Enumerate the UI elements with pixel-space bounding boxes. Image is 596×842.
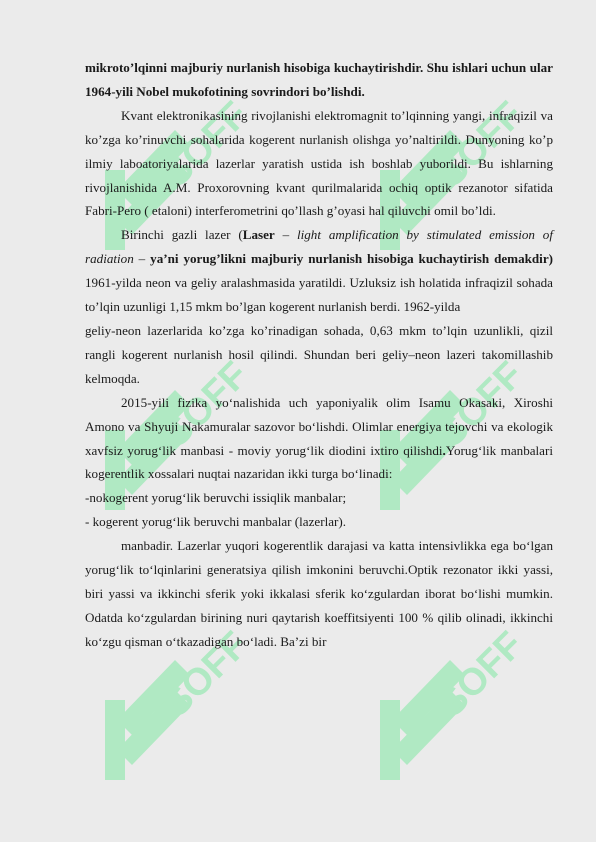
dash: –: [274, 227, 297, 243]
laser-acronym-expansion: light amplification by stimulated emission of radiation: [85, 227, 553, 267]
paragraph-3-lead: Birinchi gazli lazer (: [121, 227, 243, 243]
watermark-text: SOFF: [155, 93, 245, 196]
paragraph-1-bold: mikroto’lqinni majburiy nurlanish hisobiga kuchaytirishdir. Shu ishlari uchun ular 1964-yili Nobel mukofotining sovrindori bo’lishdi.: [85, 60, 553, 99]
paragraph-5: [85, 391, 553, 487]
watermark-text: SOFF: [155, 623, 245, 726]
paragraph-1: [85, 56, 553, 104]
list-item-2: - kogerent yorug‘lik beruvchi manbalar (lazerlar).: [85, 514, 347, 530]
paragraph-2: Kvant elektronikasining rivojlanishi elektromagnit to’lqinning yangi, infraqizil va ko’zga ko’rinuvchi sohalarida kogerent nurlanish olishga yo’naltirildi. Dunyoning ko’p ilmiy laboatoriyalarida lazerlar yaratish ustida ish boshlab yuborildi. Bu ishlarning rivojlanishida A.M. Proxorovning kvant qurilmalarida ochiq optik rezanotor sifatida Fabri-Pero ( etaloni) interferometrini qo’llash g’oyasi hal qiluvchi omil bo’ldi.: [85, 107, 553, 219]
paragraph-3: [85, 223, 553, 319]
watermark-text: SOFF: [430, 623, 520, 726]
paragraph-3-rest: 1961-yilda neon va geliy aralashmasida yaratildi. Uzluksiz ish holatida infraqizil sohada to’lqin uzunligi 1,15 mkm bo’lgan kogerent nurlanish berdi. 1962-yilda: [85, 275, 553, 315]
paragraph-5-text2: Yorug‘lik manbalari kogerentlik xossalari nuqtai nazaridan ikki turga bo‘linadi:: [85, 442, 553, 482]
watermark-text: SOFF: [155, 353, 245, 456]
laser-translation: ya’ni yorug’likni majburiy nurlanish hisobiga kuchaytirish demakdir): [150, 251, 553, 267]
paragraph-6: manbadir. Lazerlar yuqori kogerentlik darajasi va katta intensivlikka ega bo‘lgan yorug‘lik to‘lqinlarini generatsiya qilish imkonini beruvchi.Optik rezonator ikki yassi, biri yassi va ikkinchi sferik yoki ikkalasi sferik ko‘zgulardan iborat bo‘lishi mumkin. Odatda ko‘zgulardan birining nuri qaytarish koeffitsiyenti 100 % qilib olinadi, ikkinchi ko‘zgu qisman o‘tkazadigan bo‘ladi. Ba’zi bir: [85, 538, 553, 649]
paragraph-4: geliy-neon lazerlarida ko’zga ko’rinadigan sohada, 0,63 mkm to’lqin uzunlikli, qizil rangli kogerent nurlanish hosil qilindi. Shundan beri geliy–neon lazeri takomillashib kelmoqda.: [85, 322, 553, 386]
list-item-1: -nokogerent yorug‘lik beruvchi issiqlik manbalar;: [85, 490, 347, 506]
watermark-text: SOFF: [430, 93, 520, 196]
paragraph-5-text1: 2015-yili fizika yo‘nalishida uch yaponiyalik olim Isamu Okasaki, Xiroshi Amono va Shyuji Nakamuralar sazovor bo‘lishdi. Olimlar energiya tejovchi va ekologik xavfsiz yorug‘lik manbasi - moviy yorug‘lik diodini ixtiro qilishdi: [85, 394, 553, 458]
paragraph-5-dot: .: [442, 442, 446, 458]
laser-term: Laser: [242, 227, 275, 243]
watermark-text: SOFF: [430, 353, 520, 456]
body-text: [85, 56, 553, 654]
dash: –: [133, 251, 151, 267]
